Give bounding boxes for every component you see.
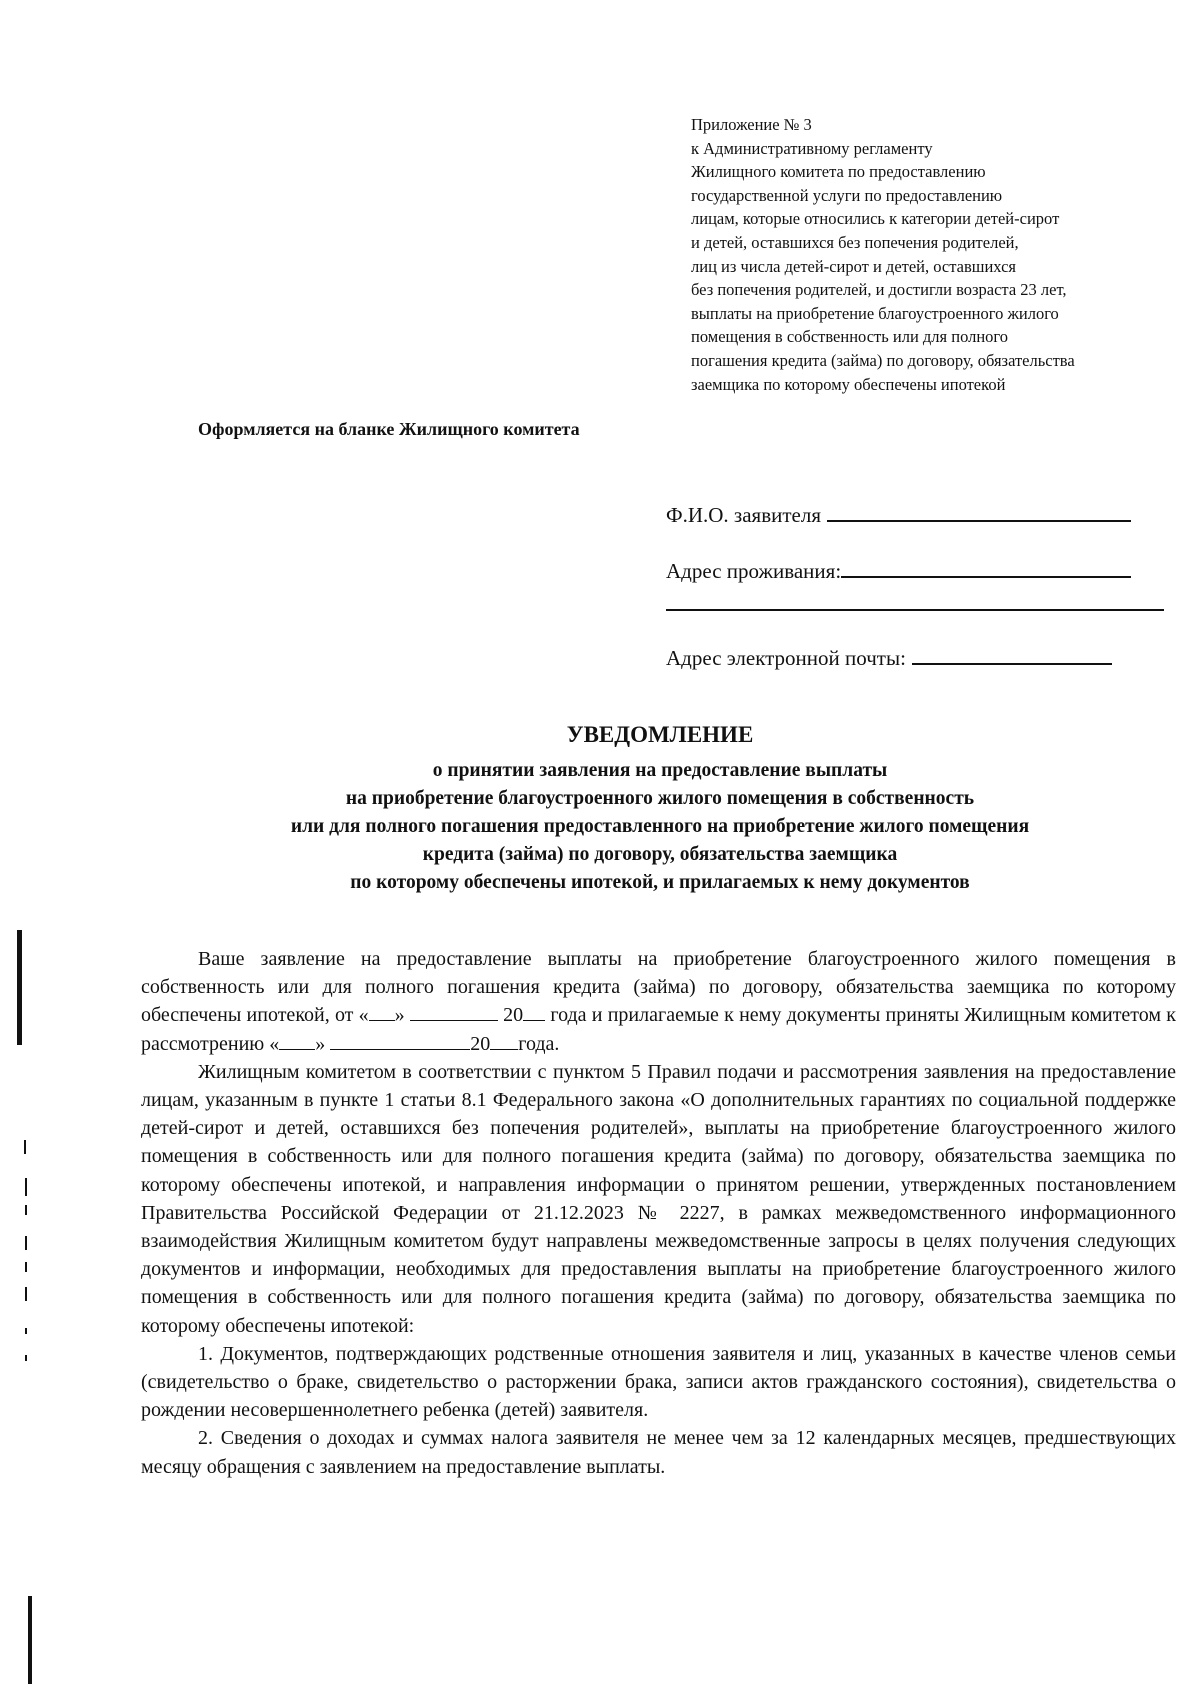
day-blank [369,1002,395,1021]
appendix-line: погашения кредита (займа) по договору, обязательства [691,350,1075,370]
email-blank [912,643,1112,665]
day-blank [279,1031,315,1050]
paragraph-text: Ваше заявление на предоставление выплаты на приобретение благоустроенного жилого помещения в собственность или для полного погашения кредита (займа) по договору, обязательства заемщика по которому обеспечены ипотекой, от « [141,948,1176,1027]
document-title: УВЕДОМЛЕНИЕ [566,722,754,747]
month-blank [330,1031,470,1050]
appendix-line: заемщика по которому обеспечены ипотекой [691,374,1006,394]
letterhead-note: Оформляется на бланке Жилищного комитета [198,419,580,439]
paragraph-text: » [315,1032,326,1055]
paragraph-text: 20 [470,1032,491,1055]
paragraph-text: » [394,1004,405,1027]
email-label: Адрес электронной почты: [666,646,906,670]
appendix-line: выплаты на приобретение благоустроенного жилого [691,303,1059,323]
scan-artifact [25,1287,27,1301]
appendix-line: помещения в собственность или для полного [691,327,1009,347]
appendix-line: Приложение № 3 [691,115,812,134]
subtitle-line: о принятии заявления на предоставление выплаты [432,760,888,781]
subtitle-line: или для полного погашения предоставленного на приобретение жилого помещения [290,816,1030,837]
appendix-line: лицам, которые относились к категории детей-сирот [691,209,1060,229]
list-item-income-info: 2. Сведения о доходах и суммах налога заявителя не менее чем за 12 календарных месяцев, предшествующих месяцу обращения с заявлением на предоставление выплаты. [141,1427,1176,1478]
scan-artifact [25,1328,27,1334]
address-label: Адрес проживания: [666,559,842,583]
list-item-kinship-documents: 1. Документов, подтверждающих родственные отношения заявителя и лиц, указанных в качестве членов семьи (свидетельство о браке, свидетельство о расторжении брака, записи актов гражданского состояния), свидетельства о рождении несовершеннолетнего ребенка (детей) заявителя. [141,1342,1176,1422]
paragraph-text: года и прилагаемые к нему документы приняты Жилищным комитетом к рассмотрению « [141,1004,1177,1055]
scan-artifact [25,1178,27,1196]
document-subtitle [140,757,1180,897]
scan-artifact [28,1596,32,1684]
scan-artifact [25,1262,27,1272]
subtitle-line: по которому обеспечены ипотекой, и прилагаемых к нему документов [350,872,970,893]
notice-body [141,945,1176,1481]
paragraph-application-accepted [141,945,1176,1058]
year-blank [523,1002,545,1021]
appendix-line: без попечения родителей, и достигли возраста 23 лет, [691,280,1067,300]
scan-artifact [25,1236,27,1250]
appendix-line: к Административному регламенту [691,138,933,158]
appendix-line: государственной услуги по предоставлению [691,185,1003,205]
paragraph-text: года. [518,1032,560,1055]
address-blank [841,556,1131,578]
scan-artifact [25,1355,27,1361]
applicant-name-blank [827,500,1131,522]
appendix-line: лиц из числа детей-сирот и детей, оставшихся [691,256,1016,276]
appendix-line: и детей, оставшихся без попечения родителей, [691,232,1019,252]
paragraph-text: 20 [503,1004,524,1027]
year-blank [490,1031,518,1050]
address-blank-second-line [666,609,1164,611]
subtitle-line: на приобретение благоустроенного жилого помещения в собственность [345,788,975,809]
appendix-line: Жилищного комитета по предоставлению [691,162,986,182]
subtitle-line: кредита (займа) по договору, обязательства заемщика [422,844,898,865]
scan-artifact [24,1140,26,1154]
applicant-name-field [666,500,1131,528]
scan-artifact [25,1205,27,1215]
appendix-header [691,113,1171,396]
address-field [666,556,1131,584]
paragraph-interagency-requests: Жилищным комитетом в соответствии с пунктом 5 Правил подачи и рассмотрения заявления на предоставление лицам, указанным в пункте 1 статьи 8.1 Федерального закона «О дополнительных гарантиях по социальной поддержке детей-сирот и детей, оставшихся без попечения родителей», выплаты на приобретение благоустроенного жилого помещения в собственность или для полного погашения кредита (займа) по договору, обязательства заемщика по которому обеспечены ипотекой, и направления информации о принятом решении, утвержденных постановлением Правительства Российской Федерации от 21.12.2023 № 2227, в рамках межведомственного информационного взаимодействия Жилищным комитетом будут направлены межведомственные запросы в целях получения следующих документов и информации, необходимых для предоставления выплаты на приобретение благоустроенного жилого помещения в собственность или для полного погашения кредита (займа) по договору, обязательства заемщика по которому обеспечены ипотекой: [141,1060,1176,1337]
scan-artifact [17,930,22,1045]
email-field [666,643,1112,671]
month-blank [410,1002,498,1021]
applicant-name-label: Ф.И.О. заявителя [666,503,821,527]
